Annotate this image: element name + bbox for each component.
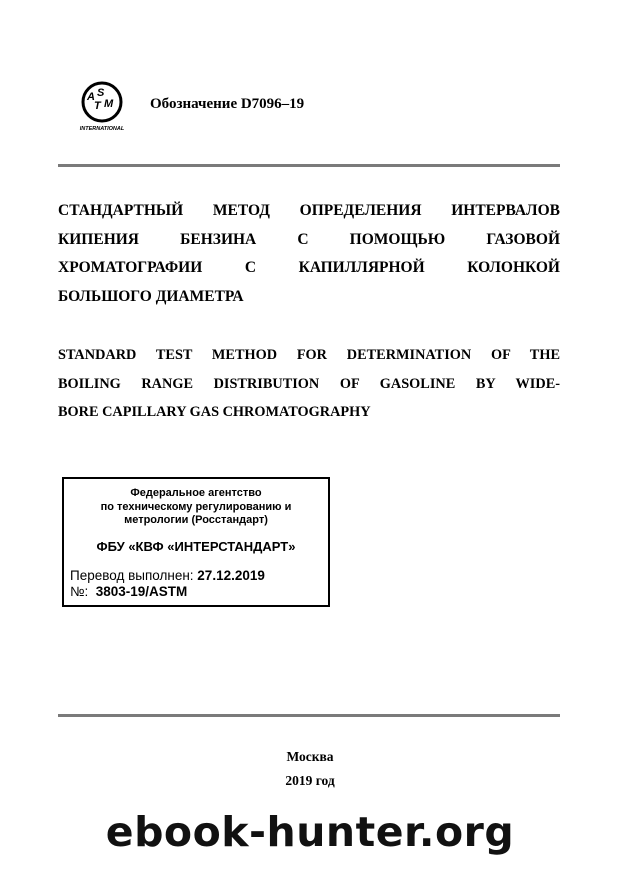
publication-year: 2019 год	[285, 773, 335, 788]
translation-label: Перевод выполнен:	[70, 568, 194, 583]
svg-text:A: A	[87, 91, 95, 103]
publication-city: Москва	[286, 749, 334, 764]
number-value: 3803-19/ASTM	[95, 584, 188, 599]
agency-line: по техническому регулированию и	[100, 500, 292, 513]
number-line	[70, 584, 187, 599]
svg-text:T: T	[94, 100, 101, 112]
top-divider	[58, 164, 560, 167]
bottom-divider	[58, 714, 560, 717]
agency-name	[64, 487, 328, 528]
agency-line: метрологии (Росстандарт)	[124, 514, 268, 526]
watermark-text: ebook-hunter.org	[105, 808, 515, 856]
number-label: №:	[70, 584, 89, 599]
title-ru-line: КИПЕНИЯ БЕНЗИНА С ПОМОЩЬЮ ГАЗОВОЙ	[58, 230, 560, 248]
designation: Обозначение D7096–19	[150, 96, 305, 112]
astm-logo	[76, 80, 128, 132]
title-ru-line: СТАНДАРТНЫЙ МЕТОД ОПРЕДЕЛЕНИЯ ИНТЕРВАЛОВ	[58, 202, 560, 219]
title-en-line: BORE CAPILLARY GAS CHROMATOGRAPHY	[58, 404, 371, 420]
svg-text:S: S	[97, 87, 105, 99]
agency-line: Федеральное агентство	[130, 487, 262, 499]
title-ru-line: ХРОМАТОГРАФИИ С КАПИЛЛЯРНОЙ КОЛОНКОЙ	[58, 259, 560, 277]
translation-stamp	[62, 477, 330, 607]
svg-text:INTERNATIONAL: INTERNATIONAL	[79, 126, 125, 132]
title-en-line: BOILING RANGE DISTRIBUTION OF GASOLINE BY WIDE-	[58, 375, 560, 392]
translation-date: 27.12.2019	[197, 568, 265, 583]
organization-name: ФБУ «КВФ «ИНТЕРСТАНДАРТ»	[96, 539, 296, 554]
title-russian	[58, 197, 560, 312]
svg-text:M: M	[104, 98, 114, 110]
title-en-line: STANDARD TEST METHOD FOR DETERMINATION OF THE	[58, 347, 560, 363]
title-english	[58, 341, 560, 427]
title-ru-line: БОЛЬШОГО ДИАМЕТРА	[58, 288, 244, 306]
translation-line	[70, 568, 265, 583]
